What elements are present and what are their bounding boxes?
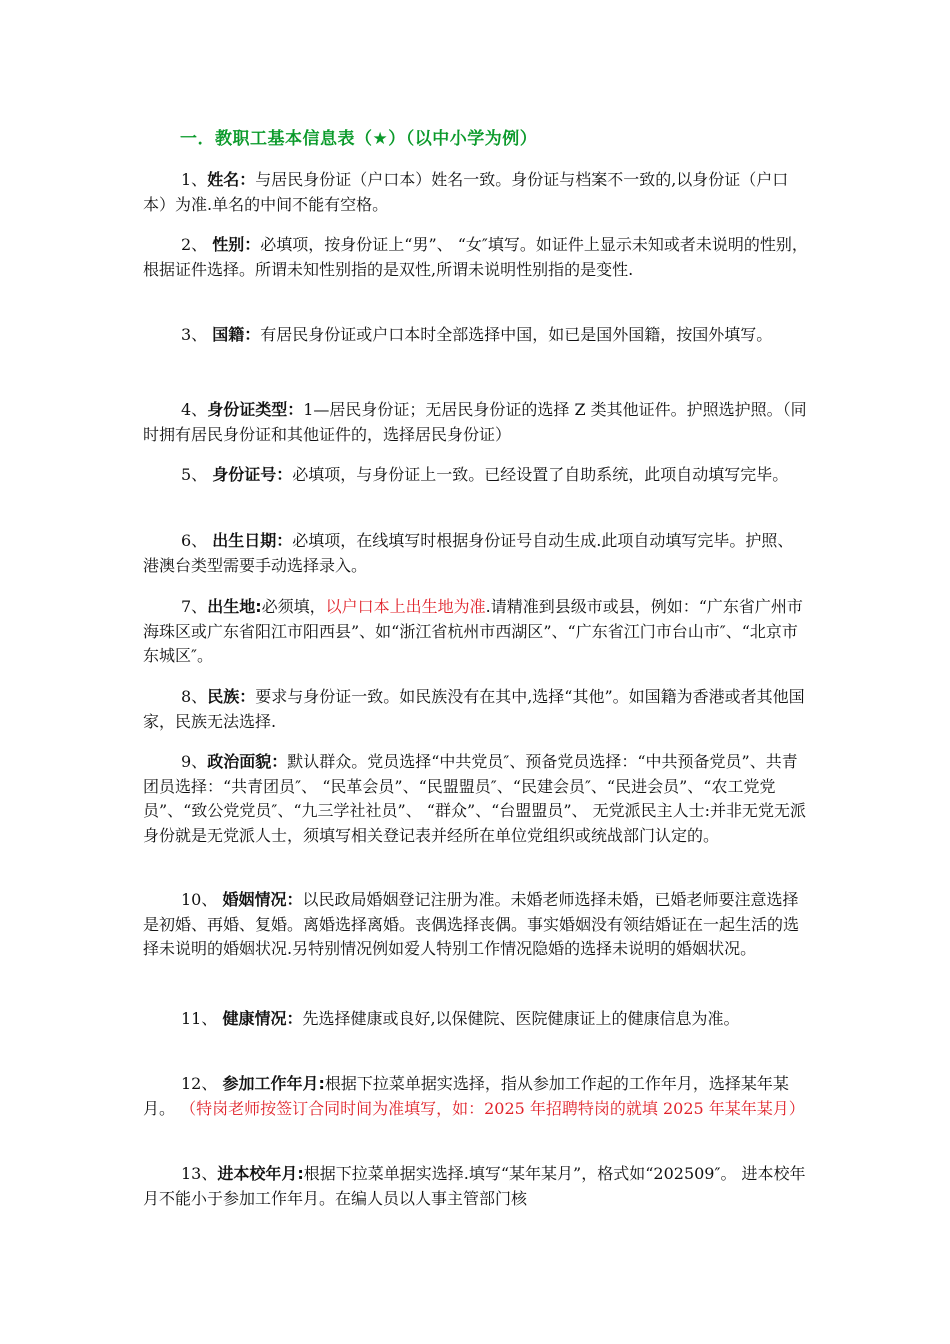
item-ethnicity: 8、民族：要求与身份证一致。如民族没有在其中,选择“其他”。如国籍为香港或者其他国家，民族无法选择. — [143, 687, 805, 731]
item-birth-date: 6、 出生日期：必填项，在线填写时根据身份证号自动生成.此项自动填写完毕。护照、港澳台类型需要手动选择录入。 — [143, 531, 794, 575]
item-id-type: 4、身份证类型：1—居民身份证；无居民身份证的选择 Z 类其他证件。护照选护照。（同时拥有居民身份证和其他证件的，选择居民身份证） — [143, 400, 807, 444]
item-nationality: 3、 国籍：有居民身份证或户口本时全部选择中国，如已是国外国籍，按国外填写。 — [181, 325, 773, 344]
item-school-join: 13、进本校年月:根据下拉菜单据实选择.填写“某年某月”，格式如“202509″。 进本校年月不能小于参加工作年月。在编人员以人事主管部门核 — [143, 1164, 806, 1208]
item-birth-place: 7、出生地:必须填，以户口本上出生地为准.请精准到县级市或县，例如：“广东省广州市海珠区或广东省阳江市阳西县”、如“浙江省杭州市西湖区”、“广东省江门市台山市″、“北京市东城区″。 — [143, 597, 803, 666]
item-political-status: 9、政治面貌：默认群众。党员选择“中共党员″、预备党员选择：“中共预备党员”、共青团员选择：“共青团员″、 “民革会员”、“民盟盟员″、“民建会员″、“民进会员”、“农工党党员”、“致公党党员″、“九三学社社员”、 “群众”、“台盟盟员”、 无党派民主人士:并非无党无派身份就是无党派人士，须填写相关登记表并经所在单位党组织或统战部门认定的。 — [143, 752, 806, 845]
item-name: 1、姓名：与居民身份证（户口本）姓名一致。身份证与档案不一致的,以身份证（户口本）为准.单名的中间不能有空格。 — [143, 170, 789, 214]
section-heading: 一．教职工基本信息表（★）（以中小学为例） — [180, 129, 538, 149]
highlight-red: （特岗老师按签订合同时间为准填写，如：2025 年招聘特岗的就填 2025 年某年某月） — [180, 1098, 805, 1118]
item-marital-status: 10、 婚姻情况：以民政局婚姻登记注册为准。未婚老师选择未婚，已婚老师要注意选择是初婚、再婚、复婚。离婚选择离婚。丧偶选择丧偶。事实婚姻没有领结婚证在一起生活的选择未说明的婚姻状况.另特别情况例如爱人特别工作情况隐婚的选择未说明的婚姻状况。 — [143, 890, 800, 959]
item-id-number: 5、 身份证号：必填项，与身份证上一致。已经设置了自助系统，此项自动填写完毕。 — [181, 465, 789, 484]
item-health: 11、 健康情况：先选择健康或良好,以保健院、医院健康证上的健康信息为准。 — [181, 1009, 740, 1028]
highlight-red: 以户口本上出生地为准 — [325, 597, 486, 616]
item-gender: 2、 性别：必填项，按身份证上“男”、 “女″填写。如证件上显示未知或者未说明的性别，根据证件选择。所谓未知性别指的是双性,所谓未说明性别指的是变性. — [143, 235, 808, 279]
item-work-start: 12、 参加工作年月:根据下拉菜单据实选择，指从参加工作起的工作年月，选择某年某月。 （特岗老师按签订合同时间为准填写，如：2025 年招聘特岗的就填 2025 年某年某月） — [143, 1074, 805, 1118]
